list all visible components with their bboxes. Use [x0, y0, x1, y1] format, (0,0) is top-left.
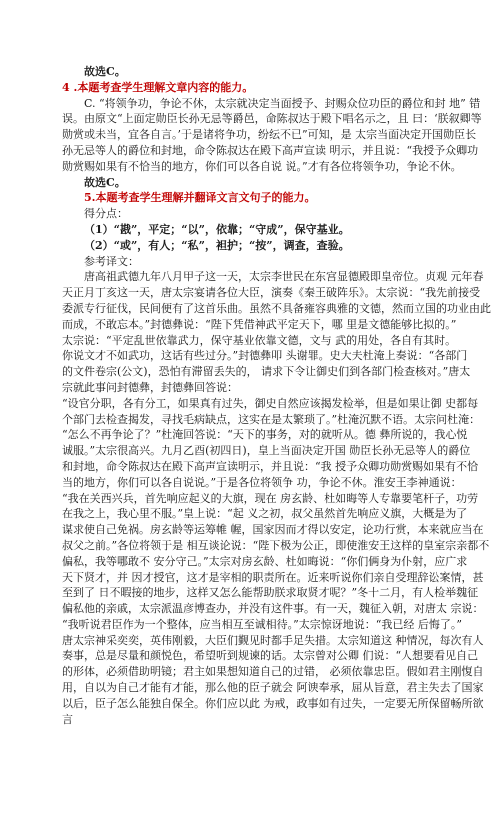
- translation-line: 偏私他的亲戚，太宗派温彦博查办，并没有这件事。有一天，魏征入朝，对唐太 宗说：: [62, 602, 484, 616]
- translation-line: 叔父之前。”各位将领于是 相互谈论说：“陛下极为公正，即使淮安王这样的皇室宗亲都不: [62, 538, 490, 552]
- analysis-line: 孙无忌等人的爵位和封地，命令陈叔达在殿下高声宣读 明示，并且说：“我授予众卿功: [62, 143, 479, 157]
- reference-translation-label: 参考译文：: [84, 254, 139, 268]
- translation-line: 的文件卷宗(公文)，恐怕有滞留丢失的， 请求下令让御史们到各部门检查核对。”唐太: [62, 365, 471, 379]
- translation-line: 在我之上，我心里不服。”皇上说：“起 义之初，叔父虽然首先响应义旗，大概是为了: [62, 507, 468, 521]
- translation-line: 谋求使自己免祸。房玄龄等运筹帷 幄，国家因而才得以安定，论功行赏，本来就应当在: [62, 523, 484, 537]
- translation-line: 天正月丁亥这一天，唐太宗宴请各位大臣，演奏《秦王破阵乐》。太宗说：“我先前接受: [62, 286, 481, 300]
- translation-line: 以后，臣子怎么能独自保全。你们应以此 为戒，政事如有过失，一定要无所保留畅所欲: [62, 696, 484, 710]
- translation-line: 宗就此事问封德彝，封德彝回答说：: [62, 380, 238, 394]
- translation-line: 用，自以为自己才能有才能，那么他的臣子就会 阿谀奉承，屈从旨意，君主失去了国家: [62, 681, 484, 695]
- translation-line: 太宗说：“平定乱世依靠武力，保守基业依靠文德，文与 武的用处，各自有其时。: [62, 333, 457, 347]
- translation-line: “我在关西兴兵，首先响应起义的大旗，现在 房玄龄、杜如晦等人专靠要笔杆子，功劳: [62, 491, 479, 505]
- translation-line: 当的地方，你们可以各自说说。”于是各位将领争 功，争论不休。淮安王李神通说：: [62, 475, 462, 489]
- translation-line: “设官分职，各有分工，如果真有过失，御史自然应该揭发检举，但是如果让御 史都每: [62, 396, 479, 410]
- translation-line: 委派专行征伐，民间便有了这首乐曲。虽然不具备雍容典雅的文德，然而立国的功业由此: [62, 301, 491, 315]
- translation-line: 唐太宗神采奕奕，英伟刚毅，大臣们觐见时都手足失措。太宗知道这 种情况，每次有人: [62, 633, 484, 647]
- scoring-points-label: 得分点：: [84, 207, 128, 221]
- answer-content: [62, 64, 491, 727]
- question-5-heading: 5.本题考查学生理解并翻译文言文句子的能力。: [84, 191, 316, 205]
- translation-line: 你说文才不如武功，这话有些过分。”封德彝叩 头谢罪。史大夫杜淹上奏说：“各部门: [62, 349, 468, 363]
- translation-line: 至到了 日不暇接的地步，这样又怎么能帮助朕求取贤才呢？”冬十二月，有人检举魏征: [62, 586, 479, 600]
- translation-line: 天下贤才，并 因才授官，这才是宰相的职责所在。近来听说你们亲自受理辞讼案情，甚: [62, 570, 484, 584]
- translation-line: 奏事，总是尽量和颜悦色，希望听到规谏的话。太宗曾对公卿 们说：“人想要看见自己: [62, 649, 479, 663]
- translation-line: 偏私，我等哪敢不 安分守己。”太宗对房玄龄、杜如晦说：“你们俩身为仆射，应广求: [62, 554, 468, 568]
- translation-line: “我听说君臣作为一个整体，应当相互至诚相待。”太宗惊讶地说：“我已经 后悔了。”: [62, 617, 462, 631]
- translation-line: 而成，不敢忘本。”封德彝说：“陛下凭借神武平定天下，哪 里是文德能够比拟的。”: [62, 317, 457, 331]
- analysis-line: 勋赏赐如果有不恰当的地方，你们可以各自说 说。”才有各位将领争功，争论不休。: [62, 159, 462, 173]
- question-4-heading: 4 .本题考查学生理解文章内容的能力。: [62, 80, 254, 94]
- scoring-point-1: （1）“戡”，平定；“以”，依靠；“守成”，保守基业。: [84, 222, 350, 236]
- scoring-point-2: （2）“或”，有人；“私”，袒护；“按”，调查，查验。: [84, 238, 350, 252]
- translation-line: “怎么不再争论了？”杜淹回答说：“天下的事务，对的就听从。德 彝所说的，我心悦: [62, 428, 468, 442]
- translation-line: 个部门去检查揭发，寻找毛病缺点，这实在是太繁琐了。”杜淹沉默不语。太宗问杜淹：: [62, 412, 481, 426]
- translation-line: 和封地，命令陈叔达在殿下高声宣读明示，并且说：“我 授予众卿功勋赏赐如果有不恰: [62, 459, 479, 473]
- translation-line: 唐高祖武德九年八月甲子这一天，太宗李世民在东宫显德殿即皇帝位。贞观 元年春: [84, 270, 484, 284]
- answer-choice-line: 故选C。: [84, 65, 126, 78]
- answer-choice-line: 故选C。: [84, 175, 126, 189]
- analysis-line: 误。由原文“上面定勋臣长孙无忌等爵邑，命陈叔达于殿下唱名示之，且 曰：‘朕叙卿等: [62, 112, 482, 126]
- translation-line: 诚服。”太宗很高兴。九月乙酉(初四日)，皇上当面决定开国 勋臣长孙无忌等人的爵位: [62, 444, 471, 458]
- translation-line: 的形体，必须借助明镜；君主如果想知道自己的过错， 必须依靠忠臣。假如君主刚愎自: [62, 665, 484, 679]
- analysis-line: 勋赏或未当，宜各自言。’于是诸将争功，纷纭不已”可知，是 太宗当面决定开国勋臣长: [62, 128, 477, 142]
- analysis-line: C. “将领争功，争论不休，太宗就决定当面授予、封赐众位功臣的爵位和封 地” 错: [84, 96, 481, 110]
- translation-line: 言: [62, 712, 73, 726]
